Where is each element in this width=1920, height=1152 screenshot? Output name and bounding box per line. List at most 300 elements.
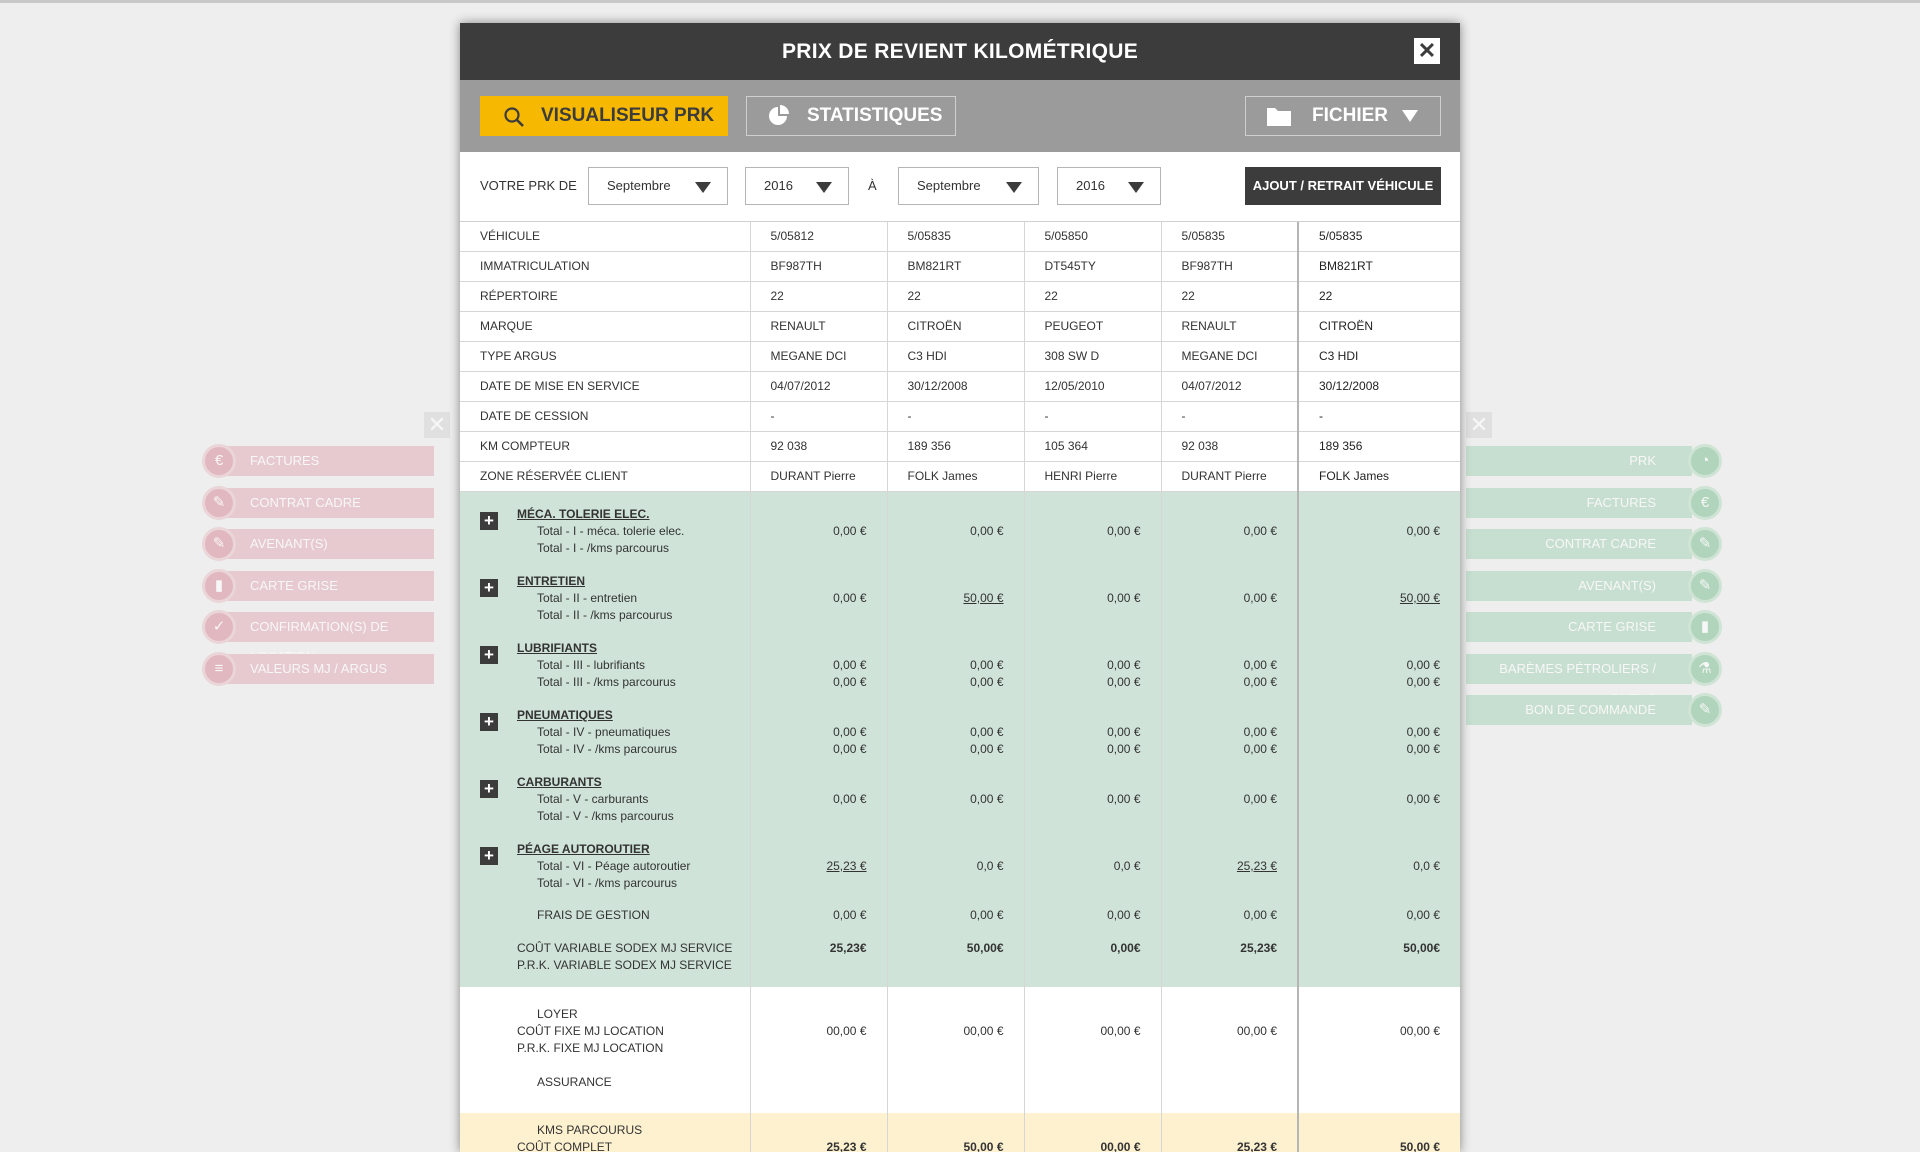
table-cell: 22	[1024, 282, 1161, 312]
document-icon: ▮	[202, 569, 236, 603]
right-panel-item[interactable]	[1466, 527, 1720, 561]
cout-fixe-value: 00,00 €	[963, 1024, 1004, 1038]
value-cell	[887, 701, 1024, 768]
right-panel-item-label: AVENANT(S)	[1466, 571, 1692, 601]
value-cell	[1298, 768, 1460, 835]
value-cell	[1298, 500, 1460, 567]
category-per-km-label: Total - V - /kms parcourus	[537, 809, 674, 823]
expand-plus-icon[interactable]: +	[480, 579, 498, 597]
category-row	[460, 835, 1460, 902]
table-cell: 5/05835	[1161, 222, 1298, 252]
total-value: 0,00 €	[1243, 725, 1277, 739]
chevron-down-icon	[1402, 97, 1418, 139]
left-panel-item[interactable]	[200, 527, 454, 561]
value-cell	[1024, 567, 1161, 634]
table-row	[460, 462, 1460, 492]
table-cell: 5/05835	[887, 222, 1024, 252]
document-icon: €	[1688, 486, 1722, 520]
row-label: KM COMPTEUR	[460, 432, 750, 462]
total-value: 0,0 €	[976, 859, 1004, 873]
category-title[interactable]: PNEUMATIQUES	[517, 708, 613, 722]
table-row	[460, 402, 1460, 432]
modal-title: PRIX DE REVIENT KILOMÉTRIQUE	[781, 40, 1139, 63]
document-icon: ✎	[1688, 527, 1722, 561]
row-label: IMMATRICULATION	[460, 252, 750, 282]
table-cell: MEGANE DCI	[750, 342, 887, 372]
month-from-value: Septembre	[607, 178, 671, 193]
total-value: 0,00 €	[970, 524, 1004, 538]
cout-fixe-value: 00,00 €	[1399, 1024, 1440, 1038]
modal-header	[460, 23, 1460, 80]
table-cell: BF987TH	[1161, 252, 1298, 282]
total-value: 0,00 €	[1107, 658, 1141, 672]
value-cell	[887, 936, 1024, 987]
chevron-down-icon	[1128, 182, 1144, 193]
frais-gestion-row	[460, 902, 1460, 936]
per-km-value: 0,00 €	[970, 742, 1004, 756]
toolbar	[460, 80, 1460, 152]
total-value: 0,00 €	[1406, 524, 1440, 538]
per-km-value: 0,00 €	[1107, 742, 1141, 756]
total-value: 0,00 €	[1243, 792, 1277, 806]
year-from-value: 2016	[764, 178, 793, 193]
value-cell	[887, 500, 1024, 567]
total-value[interactable]: 50,00 €	[1399, 591, 1440, 605]
table-cell: -	[1024, 402, 1161, 432]
left-panel-item-label: CARTE GRISE	[220, 571, 434, 601]
left-panel-item-label: AVENANT(S)	[220, 529, 434, 559]
right-panel-item[interactable]	[1466, 569, 1720, 603]
a-label: À	[868, 178, 877, 193]
left-panel-item[interactable]	[200, 486, 454, 520]
total-value: 0,00 €	[833, 591, 867, 605]
chevron-down-icon	[816, 182, 832, 193]
left-panel-item-label: CONTRAT CADRE	[220, 488, 434, 518]
value-cell	[750, 500, 887, 567]
value-cell	[1024, 936, 1161, 987]
left-panel-item[interactable]	[200, 569, 454, 603]
value-cell	[1298, 835, 1460, 902]
right-panel-item-label: PRK	[1466, 446, 1692, 476]
per-km-value: 0,00 €	[1406, 742, 1440, 756]
top-border	[0, 0, 1920, 3]
category-row	[460, 634, 1460, 701]
table-cell: 04/07/2012	[750, 372, 887, 402]
value-cell	[1161, 500, 1298, 567]
table-cell: 308 SW D	[1024, 342, 1161, 372]
per-km-value: 0,00 €	[1406, 675, 1440, 689]
category-title[interactable]: LUBRIFIANTS	[517, 641, 597, 655]
category-row	[460, 567, 1460, 634]
frais-gestion-label: FRAIS DE GESTION	[537, 908, 650, 922]
left-panel-close-icon[interactable]: ✕	[424, 412, 450, 438]
kms-parcourus-label: KMS PARCOURUS	[537, 1123, 643, 1137]
prk-variable-label: P.R.K. VARIABLE SODEX MJ SERVICE	[517, 958, 732, 972]
per-km-value: 0,00 €	[833, 742, 867, 756]
category-row	[460, 500, 1460, 567]
table-cell: FOLK James	[1298, 462, 1460, 492]
category-label-cell	[460, 567, 750, 634]
total-value: 0,00 €	[833, 658, 867, 672]
total-value[interactable]: 25,23 €	[826, 859, 867, 873]
row-label: VÉHICULE	[460, 222, 750, 252]
table-cell: DURANT Pierre	[1161, 462, 1298, 492]
table-cell: -	[1161, 402, 1298, 432]
table-cell: DURANT Pierre	[750, 462, 887, 492]
table-cell: RENAULT	[750, 312, 887, 342]
table-cell: BM821RT	[887, 252, 1024, 282]
frais-value: 0,00 €	[833, 908, 867, 922]
row-label: DATE DE MISE EN SERVICE	[460, 372, 750, 402]
value-cell	[1161, 835, 1298, 902]
right-panel-item[interactable]	[1466, 610, 1720, 644]
frais-gestion-label-cell	[460, 902, 750, 936]
table-cell: 5/05835	[1298, 222, 1460, 252]
table-cell: 189 356	[887, 432, 1024, 462]
category-label-cell	[460, 634, 750, 701]
value-cell	[887, 902, 1024, 936]
table-row	[460, 342, 1460, 372]
spacer-cell	[1161, 492, 1298, 501]
visualiseur-prk-button[interactable]	[480, 96, 728, 136]
frais-value: 0,00 €	[1243, 908, 1277, 922]
value-cell	[1298, 634, 1460, 701]
total-value: 0,0 €	[1413, 859, 1440, 873]
cout-fixe-label: COÛT FIXE MJ LOCATION	[517, 1024, 664, 1038]
expand-plus-icon[interactable]: +	[480, 646, 498, 664]
total-value: 0,00 €	[1406, 792, 1440, 806]
category-row	[460, 768, 1460, 835]
total-value[interactable]: 50,00 €	[963, 591, 1004, 605]
cout-fixe-value: 00,00 €	[1100, 1024, 1141, 1038]
table-row	[460, 372, 1460, 402]
right-panel-item[interactable]	[1466, 652, 1720, 686]
cout-variable-label-cell	[460, 936, 750, 987]
frais-value: 0,00 €	[970, 908, 1004, 922]
value-cell	[1161, 701, 1298, 768]
value-cell	[1024, 701, 1161, 768]
table-cell: 22	[887, 282, 1024, 312]
table-cell: 12/05/2010	[1024, 372, 1161, 402]
value-cell	[887, 1113, 1024, 1152]
fichier-label: FICHIER	[1312, 105, 1388, 126]
ajout-retrait-vehicule-button[interactable]: AJOUT / RETRAIT VÉHICULE	[1245, 167, 1441, 205]
per-km-value: 0,00 €	[970, 675, 1004, 689]
assurance-label: ASSURANCE	[537, 1075, 612, 1089]
spacer-cell	[1024, 492, 1161, 501]
value-cell	[1298, 567, 1460, 634]
table-cell: CITROËN	[887, 312, 1024, 342]
prk-modal	[460, 23, 1460, 1152]
table-cell: CITROËN	[1298, 312, 1460, 342]
value-cell	[1298, 936, 1460, 987]
table-cell: C3 HDI	[887, 342, 1024, 372]
value-cell	[750, 987, 887, 1113]
total-value: 0,00 €	[1107, 524, 1141, 538]
loyer-label: LOYER	[537, 1007, 578, 1021]
total-value: 0,00 €	[970, 792, 1004, 806]
value-cell	[750, 1113, 887, 1152]
left-panel-item[interactable]	[200, 652, 454, 686]
total-value: 0,00 €	[1243, 524, 1277, 538]
table-cell: RENAULT	[1161, 312, 1298, 342]
cout-variable-value: 0,00€	[1110, 941, 1141, 955]
value-cell	[1024, 500, 1161, 567]
table-cell: 30/12/2008	[887, 372, 1024, 402]
row-label: MARQUE	[460, 312, 750, 342]
category-total-label: Total - I - méca. tolerie elec.	[537, 524, 685, 538]
category-per-km-label: Total - VI - /kms parcourus	[537, 876, 678, 890]
value-cell	[1298, 701, 1460, 768]
right-panel-item-label: CONTRAT CADRE	[1466, 529, 1692, 559]
cout-complet-value: 50,00 €	[1399, 1140, 1440, 1152]
category-row	[460, 701, 1460, 768]
cout-fixe-value: 00,00 €	[826, 1024, 867, 1038]
value-cell	[1024, 835, 1161, 902]
table-cell: 5/05812	[750, 222, 887, 252]
category-total-label: Total - IV - pneumatiques	[537, 725, 671, 739]
table-cell: 22	[1161, 282, 1298, 312]
left-panel-item-label: CONFIRMATION(S) DE	[220, 612, 434, 642]
value-cell	[1161, 1113, 1298, 1152]
value-cell	[887, 567, 1024, 634]
table-cell: 04/07/2012	[1161, 372, 1298, 402]
category-label-cell	[460, 835, 750, 902]
table-cell: 30/12/2008	[1298, 372, 1460, 402]
table-cell: HENRI Pierre	[1024, 462, 1161, 492]
category-total-label: Total - II - entretien	[537, 591, 638, 605]
table-cell: 92 038	[750, 432, 887, 462]
document-icon: ✎	[202, 486, 236, 520]
value-cell	[1298, 902, 1460, 936]
row-label: RÉPERTOIRE	[460, 282, 750, 312]
cout-complet-value: 00,00 €	[1100, 1140, 1141, 1152]
table-cell: MEGANE DCI	[1161, 342, 1298, 372]
pie-chart-icon	[763, 97, 793, 140]
value-cell	[1161, 987, 1298, 1113]
category-per-km-label: Total - II - /kms parcourus	[537, 608, 673, 622]
votre-prk-de-label: VOTRE PRK DE	[480, 178, 577, 193]
table-cell: FOLK James	[887, 462, 1024, 492]
category-total-label: Total - VI - Péage autoroutier	[537, 859, 691, 873]
table-cell: 92 038	[1161, 432, 1298, 462]
value-cell	[1161, 936, 1298, 987]
total-value: 0,00 €	[1406, 658, 1440, 672]
expand-plus-icon[interactable]: +	[480, 512, 498, 530]
category-title[interactable]: CARBURANTS	[517, 775, 602, 789]
right-panel-item[interactable]	[1466, 486, 1720, 520]
table-row	[460, 252, 1460, 282]
table-cell: 189 356	[1298, 432, 1460, 462]
month-to-value: Septembre	[917, 178, 981, 193]
left-panel-item-label: VALEURS MJ / ARGUS	[220, 654, 434, 684]
value-cell	[1161, 768, 1298, 835]
value-cell	[750, 902, 887, 936]
frais-value: 0,00 €	[1406, 908, 1440, 922]
document-icon: ◔	[1688, 444, 1722, 478]
category-label-cell	[460, 768, 750, 835]
table-cell: -	[1298, 402, 1460, 432]
right-panel-close-icon[interactable]: ✕	[1466, 412, 1492, 438]
document-icon: ≡	[202, 652, 236, 686]
folder-icon	[1264, 97, 1294, 140]
spacer-cell	[750, 492, 887, 501]
total-value[interactable]: 25,23 €	[1236, 859, 1277, 873]
cout-fixe-value: 00,00 €	[1236, 1024, 1277, 1038]
value-cell	[1024, 1113, 1161, 1152]
category-per-km-label: Total - I - /kms parcourus	[537, 541, 670, 555]
category-total-label: Total - V - carburants	[537, 792, 649, 806]
table-row	[460, 432, 1460, 462]
chevron-down-icon	[695, 182, 711, 193]
table-cell: DT545TY	[1024, 252, 1161, 282]
spacer-row	[460, 492, 1460, 501]
value-cell	[750, 634, 887, 701]
value-cell	[1298, 987, 1460, 1113]
cout-variable-value: 50,00€	[1403, 941, 1440, 955]
cout-complet-value: 25,23 €	[1236, 1140, 1277, 1152]
total-value: 0,0 €	[1113, 859, 1141, 873]
value-cell	[750, 936, 887, 987]
statistiques-label: STATISTIQUES	[807, 105, 943, 126]
total-value: 0,00 €	[970, 658, 1004, 672]
per-km-value: 0,00 €	[1107, 675, 1141, 689]
cout-variable-value: 25,23€	[829, 941, 867, 955]
total-value: 0,00 €	[1243, 591, 1277, 605]
per-km-value: 0,00 €	[833, 675, 867, 689]
left-panel-item[interactable]	[200, 444, 454, 478]
table-cell: 22	[750, 282, 887, 312]
value-cell	[887, 634, 1024, 701]
category-title[interactable]: ENTRETIEN	[517, 574, 586, 588]
visualiseur-prk-label: VISUALISEUR PRK	[541, 105, 715, 126]
total-value: 0,00 €	[1406, 725, 1440, 739]
value-cell	[1161, 567, 1298, 634]
category-per-km-label: Total - IV - /kms parcourus	[537, 742, 678, 756]
table-row	[460, 282, 1460, 312]
table-cell: -	[750, 402, 887, 432]
table-cell: -	[887, 402, 1024, 432]
cout-complet-value: 25,23 €	[826, 1140, 867, 1152]
year-to-value: 2016	[1076, 178, 1105, 193]
cout-variable-row	[460, 936, 1460, 987]
expand-plus-icon[interactable]: +	[480, 713, 498, 731]
chevron-down-icon	[1006, 182, 1022, 193]
category-label-cell	[460, 500, 750, 567]
total-value: 0,00 €	[833, 792, 867, 806]
cout-variable-label: COÛT VARIABLE SODEX MJ SERVICE	[517, 941, 733, 955]
table-cell: BF987TH	[750, 252, 887, 282]
close-icon[interactable]: ✕	[1414, 38, 1440, 64]
cout-variable-value: 25,23€	[1240, 941, 1277, 955]
left-panel-item-label: FACTURES	[220, 446, 434, 476]
total-value: 0,00 €	[833, 725, 867, 739]
document-icon: ✓	[202, 610, 236, 644]
right-panel-item[interactable]	[1466, 444, 1720, 478]
document-icon: €	[202, 444, 236, 478]
category-title[interactable]: MÉCA. TOLERIE ELEC.	[517, 507, 650, 521]
table-cell: 22	[1298, 282, 1460, 312]
year-from-select[interactable]	[745, 167, 849, 205]
cout-complet-value: 50,00 €	[963, 1140, 1004, 1152]
total-value: 0,00 €	[1107, 725, 1141, 739]
table-row	[460, 222, 1460, 252]
spacer-cell	[1298, 492, 1460, 501]
right-panel-item-label: FACTURES	[1466, 488, 1692, 518]
value-cell	[1298, 1113, 1460, 1152]
month-from-select[interactable]	[588, 167, 728, 205]
search-icon	[499, 97, 529, 141]
statistiques-button[interactable]	[746, 96, 956, 136]
value-cell	[887, 987, 1024, 1113]
left-panel-item[interactable]	[200, 610, 454, 644]
value-cell	[750, 768, 887, 835]
total-value: 0,00 €	[1243, 658, 1277, 672]
per-km-value: 0,00 €	[1243, 675, 1277, 689]
cout-complet-row	[460, 1113, 1460, 1152]
prk-fixe-label: P.R.K. FIXE MJ LOCATION	[517, 1041, 664, 1055]
right-panel-item-label: BARÈMES PÉTROLIERS /	[1466, 654, 1692, 684]
value-cell	[1161, 902, 1298, 936]
per-km-value: 0,00 €	[1243, 742, 1277, 756]
value-cell	[887, 835, 1024, 902]
document-icon: ✎	[1688, 693, 1722, 727]
total-value: 0,00 €	[970, 725, 1004, 739]
frais-value: 0,00 €	[1107, 908, 1141, 922]
document-icon: ▮	[1688, 610, 1722, 644]
category-per-km-label: Total - III - /kms parcourus	[537, 675, 676, 689]
spacer-cell	[460, 492, 750, 501]
right-panel-item[interactable]	[1466, 693, 1720, 727]
row-label: ZONE RÉSERVÉE CLIENT	[460, 462, 750, 492]
right-panel-item-label: CARTE GRISE	[1466, 612, 1692, 642]
cout-complet-label: COÛT COMPLET	[517, 1140, 613, 1152]
total-value: 0,00 €	[1107, 792, 1141, 806]
table-cell: PEUGEOT	[1024, 312, 1161, 342]
fichier-dropdown[interactable]	[1245, 96, 1441, 136]
prk-table	[460, 222, 1460, 1152]
value-cell	[1024, 987, 1161, 1113]
total-value: 0,00 €	[1107, 591, 1141, 605]
year-to-select[interactable]	[1057, 167, 1161, 205]
total-value: 0,00 €	[833, 524, 867, 538]
cout-variable-value: 50,00€	[966, 941, 1004, 955]
value-cell	[887, 768, 1024, 835]
table-cell: 105 364	[1024, 432, 1161, 462]
expand-plus-icon[interactable]: +	[480, 847, 498, 865]
category-title[interactable]: PÉAGE AUTOROUTIER	[517, 842, 650, 856]
value-cell	[1024, 634, 1161, 701]
table-row	[460, 312, 1460, 342]
expand-plus-icon[interactable]: +	[480, 780, 498, 798]
table-cell: BM821RT	[1298, 252, 1460, 282]
value-cell	[750, 701, 887, 768]
value-cell	[1024, 768, 1161, 835]
table-cell: 5/05850	[1024, 222, 1161, 252]
cout-complet-label-cell	[460, 1113, 750, 1152]
spacer-cell	[887, 492, 1024, 501]
month-to-select[interactable]	[898, 167, 1039, 205]
row-label: DATE DE CESSION	[460, 402, 750, 432]
value-cell	[1024, 902, 1161, 936]
right-panel-item-label: BON DE COMMANDE	[1466, 695, 1692, 725]
document-icon: ✎	[202, 527, 236, 561]
row-label: TYPE ARGUS	[460, 342, 750, 372]
period-filter	[460, 152, 1460, 222]
document-icon: ⚗	[1688, 652, 1722, 686]
value-cell	[750, 835, 887, 902]
value-cell	[750, 567, 887, 634]
